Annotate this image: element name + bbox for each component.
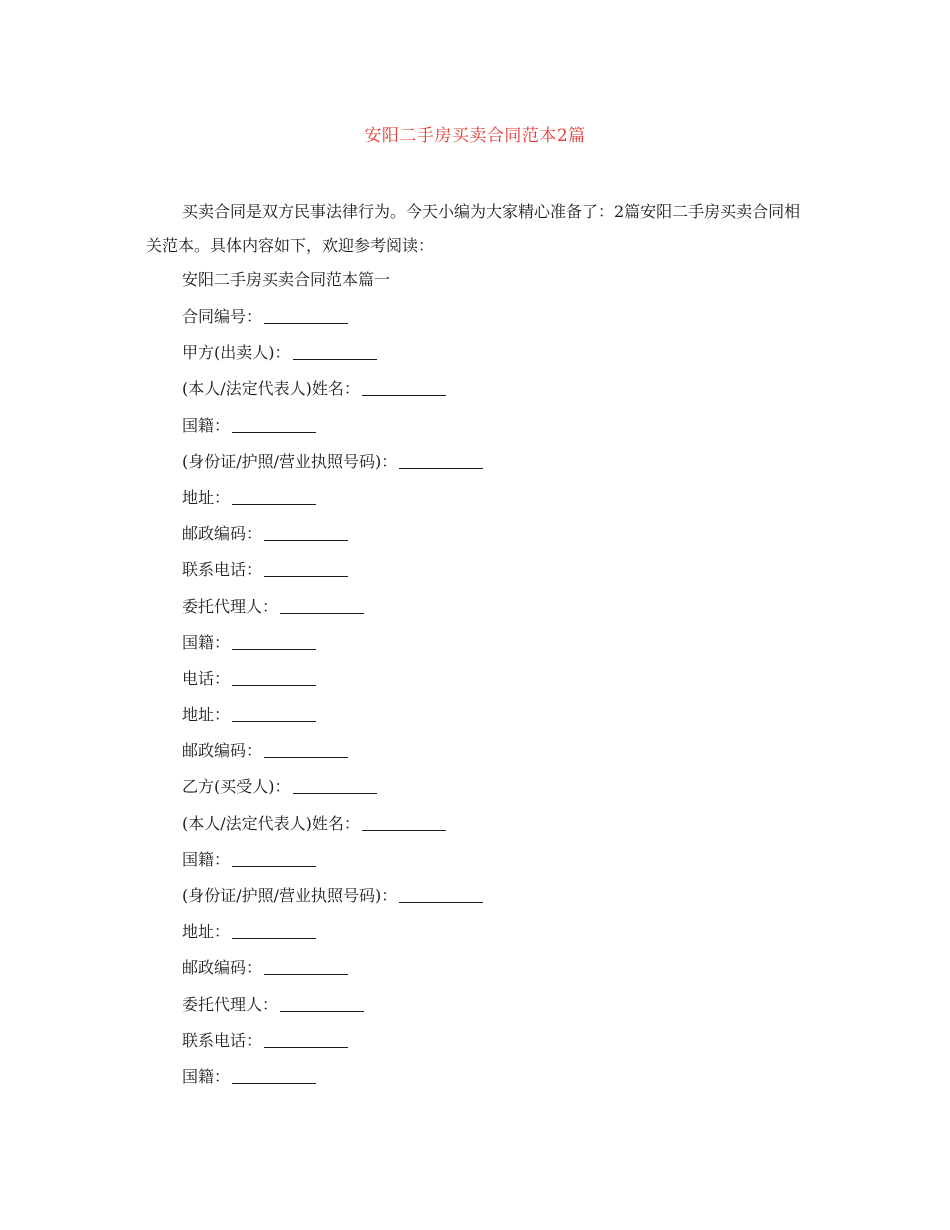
field-label: 地址： [182, 705, 231, 725]
field-label: 联系电话： [182, 560, 263, 580]
contract-field-row [182, 595, 483, 631]
fill-in-blank [232, 486, 316, 505]
field-label: 联系电话： [182, 1030, 263, 1050]
fill-in-blank [264, 558, 348, 577]
field-label: 甲方(出卖人)： [182, 343, 291, 363]
fill-in-blank [280, 595, 364, 614]
contract-field-row [182, 703, 483, 739]
fill-in-blank [232, 1065, 316, 1084]
field-label: (身份证/护照/营业执照号码)： [182, 886, 398, 905]
contract-field-row [182, 993, 483, 1029]
field-label: 邮政编码： [182, 741, 263, 761]
field-label: 邮政编码： [182, 524, 263, 544]
contract-field-row [182, 956, 483, 992]
contract-field-row [182, 305, 483, 341]
contract-field-row [182, 667, 483, 703]
fill-in-blank [264, 1029, 348, 1048]
contract-fields-list [182, 305, 483, 1101]
contract-field-row [182, 414, 483, 450]
fill-in-blank [232, 631, 316, 650]
fill-in-blank [280, 993, 364, 1012]
field-label: (本人/法定代表人)姓名： [182, 813, 360, 833]
contract-field-row [182, 884, 483, 920]
contract-field-row [182, 341, 483, 377]
fill-in-blank [232, 703, 316, 722]
fill-in-blank [232, 414, 316, 433]
fill-in-blank [293, 341, 377, 360]
contract-field-row [182, 558, 483, 594]
fill-in-blank [399, 450, 483, 469]
field-label: 乙方(买受人)： [182, 777, 291, 797]
section-heading: 安阳二手房买卖合同范本篇一 [182, 270, 391, 289]
contract-field-row [182, 920, 483, 956]
fill-in-blank [293, 775, 377, 794]
intro-paragraph: 买卖合同是双方民事法律行为。今天小编为大家精心准备了：2篇安阳二手房买卖合同相关范本。具体内容如下，欢迎参考阅读： [146, 202, 801, 255]
field-label: 地址： [182, 922, 231, 942]
contract-field-row [182, 775, 483, 811]
contract-field-row [182, 1029, 483, 1065]
field-label: 合同编号： [182, 307, 263, 326]
contract-field-row [182, 522, 483, 558]
field-label: 委托代理人： [182, 994, 279, 1014]
contract-field-row [182, 450, 483, 486]
field-label: 委托代理人： [182, 596, 279, 616]
fill-in-blank [232, 920, 316, 939]
fill-in-blank [399, 884, 483, 903]
field-label: 邮政编码： [182, 958, 263, 978]
contract-field-row [182, 1065, 483, 1101]
fill-in-blank [232, 667, 316, 686]
fill-in-blank [264, 522, 348, 541]
contract-field-row [182, 377, 483, 413]
fill-in-blank [264, 305, 348, 324]
fill-in-blank [264, 739, 348, 758]
field-label: 国籍： [182, 1066, 231, 1086]
field-label: 国籍： [182, 849, 231, 869]
fill-in-blank [362, 812, 446, 831]
contract-field-row [182, 739, 483, 775]
field-label: 国籍： [182, 632, 231, 652]
fill-in-blank [232, 848, 316, 867]
contract-field-row [182, 812, 483, 848]
field-label: 电话： [182, 668, 231, 688]
field-label: 国籍： [182, 415, 231, 435]
field-label: 地址： [182, 487, 231, 507]
field-label: (本人/法定代表人)姓名： [182, 379, 360, 399]
field-label: (身份证/护照/营业执照号码)： [182, 451, 398, 471]
contract-field-row [182, 848, 483, 884]
contract-field-row [182, 486, 483, 522]
fill-in-blank [362, 377, 446, 396]
document-title: 安阳二手房买卖合同范本2篇 [364, 126, 586, 146]
fill-in-blank [264, 956, 348, 975]
contract-field-row [182, 631, 483, 667]
